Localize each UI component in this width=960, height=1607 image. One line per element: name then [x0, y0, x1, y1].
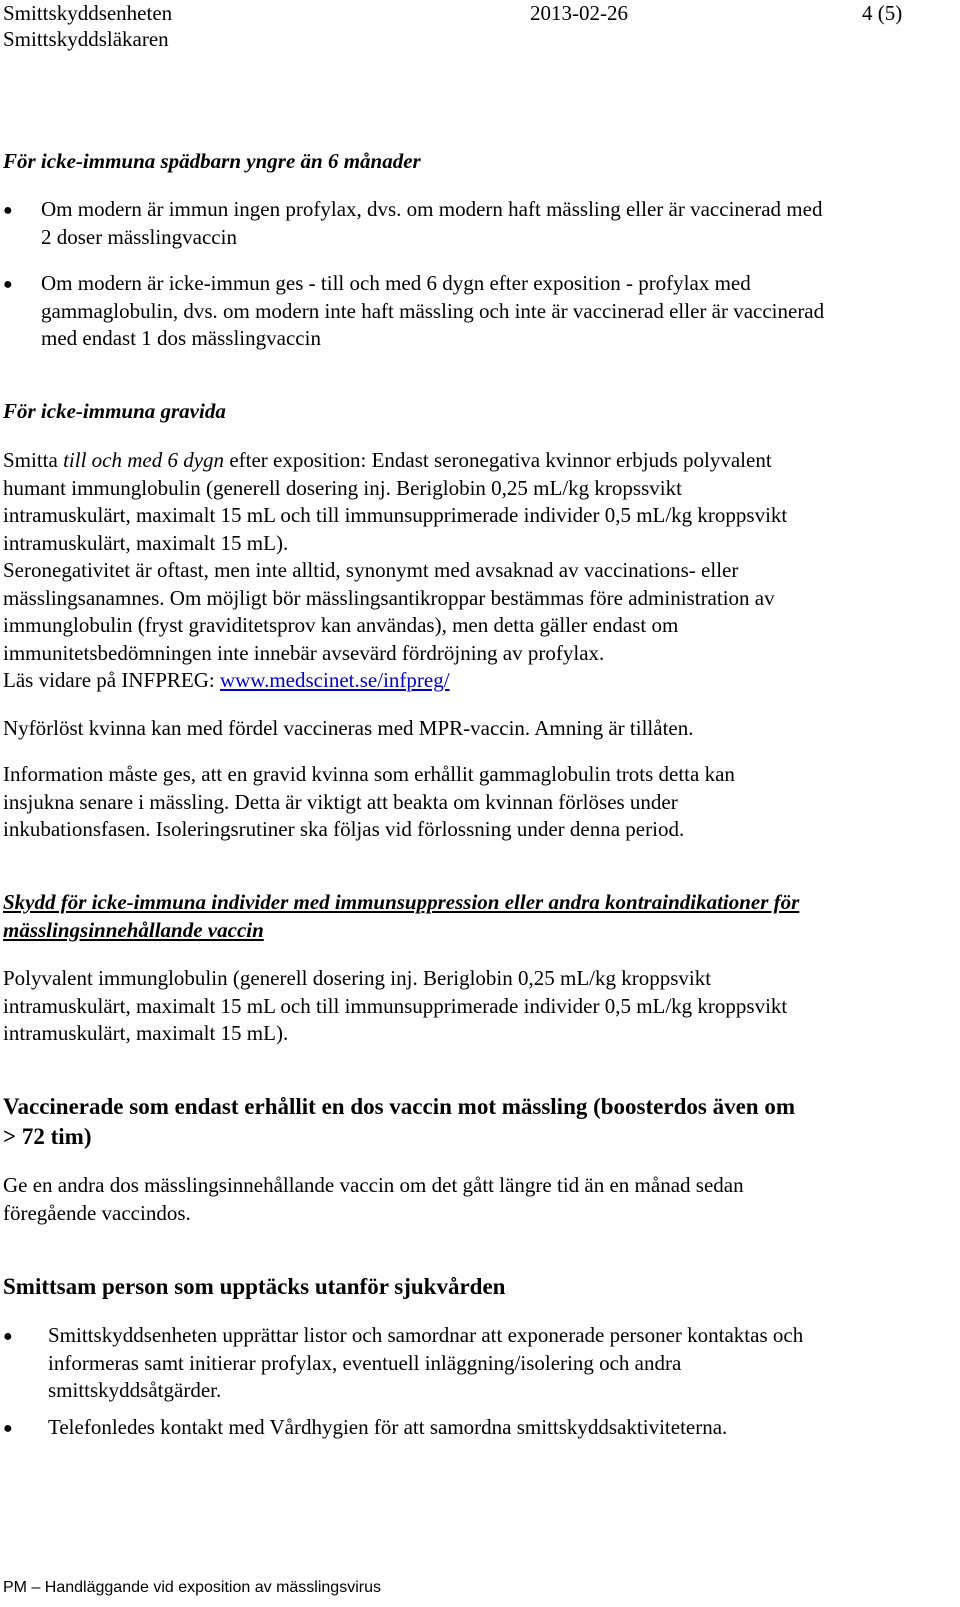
section-heading-vaccinated-once: Vaccinerade som endast erhållit en dos vaccin mot mässling (boosterdos även om > 72 tim)	[3, 1094, 795, 1149]
bullet-text: Telefonledes kontakt med Vårdhygien för att samordna smittskyddsaktiviteterna.	[48, 1415, 728, 1439]
bullet-icon: ●	[3, 276, 13, 293]
bullet-icon: ●	[3, 1420, 13, 1437]
paragraph-immunoglobulin: Polyvalent immunglobulin (generell dosering inj. Beriglobin 0,25 mL/kg kroppsvikt intramuskulärt, maximalt 15 mL och till immunsupprimerade individer 0,5 mL/kg kroppsvikt intramuskulärt, maximalt 15 mL).	[3, 966, 788, 1045]
bullet-text: Om modern är icke-immun ges - till och med 6 dygn efter exposition - profylax med gammaglobulin, dvs. om modern inte haft mässling och inte är vaccinerad eller är vaccinerad med endast 1 dos mässlingvaccin	[41, 271, 825, 350]
section-heading-infants: För icke-immuna spädbarn yngre än 6 månader	[3, 149, 421, 173]
section-heading-immunosuppressed: Skydd för icke-immuna individer med immunsuppression eller andra kontraindikationer för mässlingsinnehållande vaccin	[3, 890, 800, 942]
page-footer: PM – Handläggande vid exposition av mässlingsvirus	[3, 1579, 381, 1596]
header-dept: Smittskyddsläkaren	[3, 27, 169, 51]
infpreg-link[interactable]: www.medscinet.se/infpreg/	[219, 668, 450, 692]
bullet-icon: ●	[3, 202, 13, 219]
bullet-icon: ●	[3, 1328, 13, 1345]
paragraph-pregnant-prophylaxis: Smitta till och med 6 dygn efter exposition: Endast seronegativa kvinnor erbjuds polyvalent humant immunglobulin (generell dosering inj. Beriglobin 0,25 mL/kg kropssvikt intramuskulärt, maximalt 15 mL och till immunsupprimerade individer 0,5 mL/kg kroppsvikt intramuskulärt, maximalt 15 mL). Seronegativitet är oftast, men inte alltid, synonymt med avsaknad av vaccinations- eller mässlingsanamnes. Om möjligt bör mässlingsantikroppar bestämmas före administration av immunglobulin (fryst graviditetsprov kan användas), men detta gäller endast om immunitetsbedömningen inte innebär avsevärd fördröjning av profylax. Läs vidare på INFPREG: www.medscinet.se/infpreg/	[3, 448, 788, 692]
paragraph-newly-delivered: Nyförlöst kvinna kan med fördel vaccineras med MPR-vaccin. Amning är tillåten.	[3, 716, 694, 740]
header-date: 2013-02-26	[530, 1, 628, 25]
header-org: Smittskyddsenheten	[3, 1, 173, 25]
paragraph-second-dose: Ge en andra dos mässlingsinnehållande vaccin om det gått längre tid än en månad sedan föregående vaccindos.	[3, 1173, 744, 1225]
paragraph-information: Information måste ges, att en gravid kvinna som erhållit gammaglobulin trots detta kan insjukna senare i mässling. Detta är viktigt att beakta om kvinnan förlöses under inkubationsfasen. Isoleringsrutiner ska följas vid förlossning under denna period.	[3, 762, 735, 841]
header-page-number: 4 (5)	[862, 1, 903, 25]
bullet-text: Om modern är immun ingen profylax, dvs. om modern haft mässling eller är vaccinerad med 2 doser mässlingvaccin	[41, 197, 823, 249]
bullet-text: Smittskyddsenheten upprättar listor och samordnar att exponerade personer kontaktas och informeras samt initierar profylax, eventuell inläggning/isolering och andra smittskyddsåtgärder.	[48, 1323, 804, 1402]
section-heading-pregnant: För icke-immuna gravida	[3, 399, 226, 423]
section-heading-outside-care: Smittsam person som upptäcks utanför sjukvården	[3, 1274, 506, 1299]
